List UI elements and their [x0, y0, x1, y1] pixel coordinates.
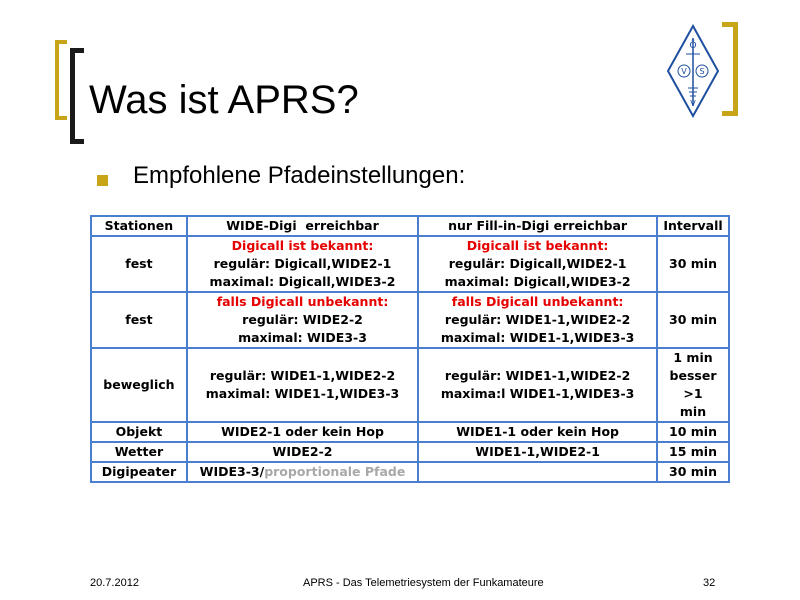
fillin-line: regulär: WIDE1-1,WIDE2-2: [444, 368, 631, 383]
header-stationen: Stationen: [91, 216, 187, 236]
wide-line: regulär: WIDE2-2: [242, 312, 363, 327]
wide-line: maximal: WIDE1-1,WIDE3-3: [205, 386, 400, 401]
wide-cell: WIDE2-1 oder kein Hop: [187, 422, 418, 442]
wide-cell: [187, 292, 418, 348]
fillin-line: regulär: Digicall,WIDE2-1: [448, 256, 627, 271]
fillin-line: regulär: WIDE1-1,WIDE2-2: [444, 312, 631, 327]
fillin-line: maxima:l WIDE1-1,WIDE3-3: [440, 386, 635, 401]
logo-letter: Ö: [689, 41, 697, 51]
table-header-row: [91, 216, 729, 236]
interval-line: >1: [683, 386, 703, 401]
fillin-cell: WIDE1-1,WIDE2-1: [418, 442, 657, 462]
wide-grey-text: proportionale Pfade: [264, 464, 406, 479]
logo-letter: V: [681, 67, 687, 76]
fillin-line: maximal: Digicall,WIDE3-2: [444, 274, 631, 289]
station-cell: fest: [91, 236, 187, 292]
table-row: [91, 348, 729, 422]
bullet-square-icon: [97, 175, 108, 186]
footer-date: 20.7.2012: [90, 577, 139, 589]
fillin-line: falls Digicall unbekannt:: [451, 294, 624, 309]
footer-page-number: 32: [703, 577, 716, 589]
fillin-cell: [418, 348, 657, 422]
slide-title: Was ist APRS?: [89, 78, 359, 122]
wide-line: falls Digicall unbekannt:: [216, 294, 389, 309]
fillin-cell: [418, 236, 657, 292]
interval-cell: 10 min: [657, 422, 729, 442]
wide-line: regulär: Digicall,WIDE2-1: [213, 256, 392, 271]
table-row: [91, 442, 729, 462]
fillin-cell: WIDE1-1 oder kein Hop: [418, 422, 657, 442]
station-cell: Wetter: [91, 442, 187, 462]
wide-cell: [187, 462, 418, 482]
oevsv-logo: [666, 24, 720, 118]
station-cell: Objekt: [91, 422, 187, 442]
header-wide-digi: WIDE-Digi erreichbar: [187, 216, 418, 236]
interval-cell: [657, 348, 729, 422]
fillin-line: Digicall ist bekannt:: [466, 238, 609, 253]
table-row: [91, 462, 729, 482]
logo-letter: V: [690, 99, 696, 108]
logo-letter: S: [699, 67, 705, 76]
path-settings-table: [90, 215, 730, 483]
station-cell: beweglich: [91, 348, 187, 422]
wide-line: regulär: WIDE1-1,WIDE2-2: [209, 368, 396, 383]
interval-line: min: [679, 404, 707, 419]
fillin-line: maximal: WIDE1-1,WIDE3-3: [440, 330, 635, 345]
fillin-cell: [418, 462, 657, 482]
wide-cell: [187, 348, 418, 422]
fillin-cell: [418, 292, 657, 348]
interval-cell: 30 min: [657, 236, 729, 292]
table-row: [91, 236, 729, 292]
wide-line: maximal: WIDE3-3: [238, 330, 367, 345]
header-intervall: Intervall: [657, 216, 729, 236]
table-row: [91, 422, 729, 442]
interval-cell: 30 min: [657, 462, 729, 482]
station-cell: fest: [91, 292, 187, 348]
wide-line: Digicall ist bekannt:: [231, 238, 374, 253]
wide-cell: [187, 236, 418, 292]
wide-line: maximal: Digicall,WIDE3-2: [209, 274, 396, 289]
footer-center-text: APRS - Das Telemetriesystem der Funkamateure: [303, 577, 544, 589]
table-row: [91, 292, 729, 348]
station-cell: Digipeater: [91, 462, 187, 482]
bullet-text: Empfohlene Pfadeinstellungen:: [133, 162, 466, 189]
wide-cell: WIDE2-2: [187, 442, 418, 462]
interval-cell: 15 min: [657, 442, 729, 462]
header-fill-in-digi: nur Fill-in-Digi erreichbar: [418, 216, 657, 236]
interval-line: besser: [669, 368, 717, 383]
wide-main-text: WIDE3-3/: [199, 464, 265, 479]
interval-line: 1 min: [673, 350, 713, 365]
interval-cell: 30 min: [657, 292, 729, 348]
